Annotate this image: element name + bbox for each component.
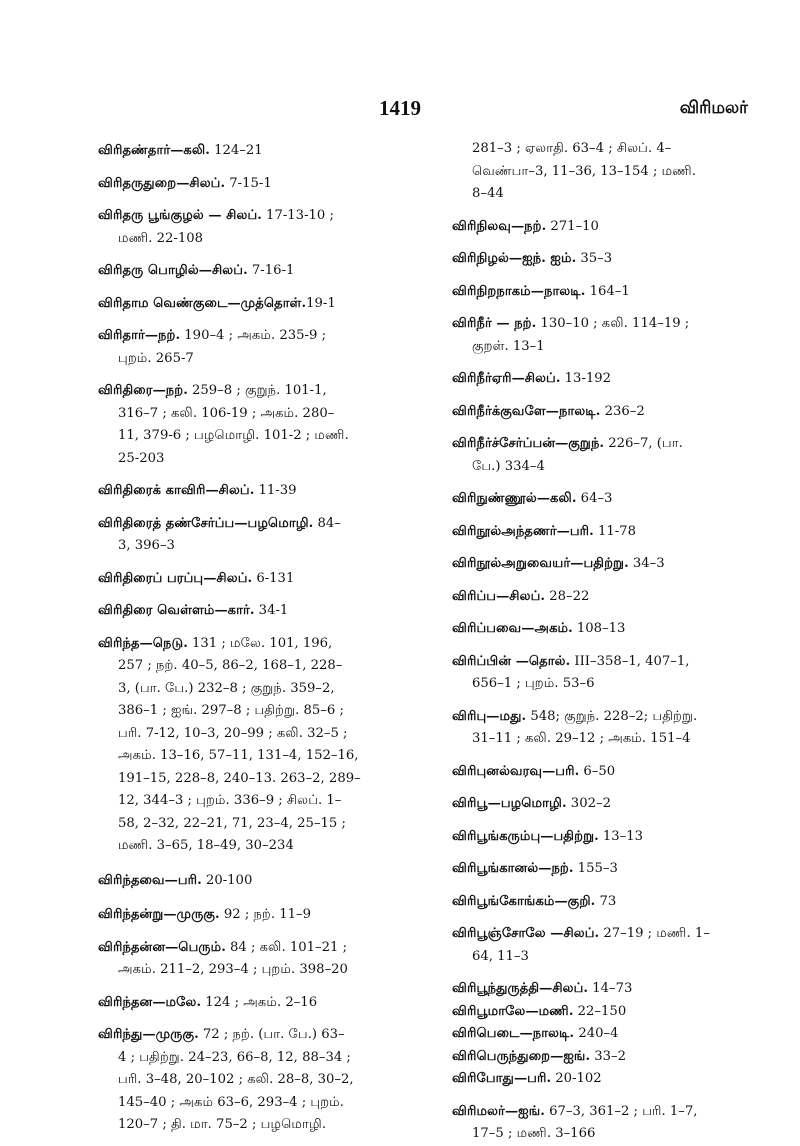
entry-continuation: புறம். 265-7 [118,350,194,366]
entry-continuation: 145–40 ; அகம் 63–6, 293–4 ; புறம். [118,1094,344,1110]
index-entry [452,1001,780,1024]
entry-continuation: 120–7 ; தி. மா. 75–2 ; பழமொழி. [118,1117,327,1132]
right-column [452,138,780,1146]
running-head: விரிமலர் [679,98,748,118]
entry-reference: 302–2 [566,796,611,811]
entry-reference: 240–4 [574,1026,619,1041]
index-entry [98,1024,428,1137]
entry-first-line [452,436,683,451]
entry-headword: விரிபூ—பழமொழி. [452,796,567,811]
entry-reference: 548; குறுந். 228–2; பதிற்று. [526,708,698,724]
entry-first-line [452,556,665,571]
index-entry [98,380,428,470]
entry-first-line [98,571,294,586]
entry-reference: 11-39 [254,483,297,498]
entry-headword: விரிநிறநாகம்—நாலடி. [452,283,586,299]
entry-continuation: 8–44 [472,186,504,201]
index-entry [452,433,780,478]
entry-reference: 33–2 [590,1048,627,1064]
entry-first-line [452,251,612,266]
entry-continuation: 191–15, 228–8, 240–13. 263–2, 289– [118,770,361,786]
index-entry [452,826,780,849]
entry-continuation: மணி. 22-108 [118,230,204,246]
entry-reference: 271–10 [546,218,599,234]
entry-headword: விரிந்தன்ன—பெரும். [98,939,226,955]
index-entry [452,706,780,751]
entry-continuation: 656–1 ; புறம். 53–6 [472,676,595,691]
entry-first-line [452,1104,697,1119]
entry-reference: 20-100 [201,872,253,888]
entry-headword: விரிதிரைத் தண்சேர்ப்ப—பழமொழி. [98,515,314,531]
entry-headword: விரிபூங்கரும்பு—பதிற்று. [452,828,599,844]
entry-headword: விரிதிரை வெள்ளம்—கார். [98,603,255,618]
entry-first-line [452,709,697,724]
entry-reference: 17-13-10 ; [261,208,334,223]
entry-reference: 22–150 [573,1003,627,1019]
entry-first-line [98,907,311,922]
entry-first-line [452,491,612,506]
entry-headword: விரிப்பவை—அகம். [452,621,573,636]
entry-first-line [98,603,288,618]
entry-continuation: பே.) 334–4 [472,458,545,474]
entry-headword: விரிநிழல்—ஐந். ஐம். [452,251,577,266]
entry-headword: விரிதருதுறை—சிலப். [98,175,226,191]
entry-reference: 67–3, 361–2 ; பரி. 1–7, [544,1103,698,1119]
entry-continuation: 316–7 ; கலி. 106-19 ; அகம். 280– [118,405,335,421]
index-entry [98,480,428,503]
entry-headword: விரிபு—மது. [452,708,527,724]
entry-headword: விரிபுனல்வரவு—பரி. [452,763,580,779]
entry-first-line [98,940,347,955]
entry-continuation: 64, 11–3 [472,948,529,964]
index-entry [452,1023,780,1046]
index-entry [452,651,780,696]
entry-headword: விரிந்தன—மலே. [98,994,202,1010]
entry-first-line [452,654,690,669]
entry-reference: 155–3 [573,861,618,876]
entry-headword: விரிநூல்அந்தணர்—பரி. [452,523,594,539]
entry-first-line [98,383,327,398]
index-entry [452,248,780,271]
index-entry [452,978,780,1001]
index-entry [98,992,428,1015]
entry-headword: விரிநீர் — நற். [452,316,537,331]
entry-headword: விரிந்தவை—பரி. [98,872,202,888]
entry-headword: விரிநூல்அறுவையர்—பதிற்று. [452,556,629,571]
entry-reference: 13–13 [598,828,644,844]
entry-continuation: 3, (பா. பே.) 232–8 ; குறுந். 359–2, [118,680,335,696]
entry-first-line [452,1071,602,1086]
entry-headword: விரிந்த—நெடு. [98,635,188,651]
index-entry [98,904,428,927]
entry-headword: விரிதண்தார்—கலி. [98,143,210,158]
entry-reference: 35–3 [576,251,613,266]
entry-first-line [452,284,630,299]
left-column [98,140,428,1137]
entry-headword: விரிந்தன்று—முருகு. [98,907,220,922]
index-entry [98,870,428,893]
index-entry [98,205,428,250]
entry-headword: விரிபூமாலே—மணி. [452,1003,574,1019]
entry-first-line [452,926,710,941]
entry-reference: 14–73 [588,981,633,996]
entry-reference: 6–50 [579,763,616,779]
entry-first-line [98,483,297,498]
index-entry [452,138,780,206]
entry-first-line [452,1026,618,1041]
entry-reference: 34-1 [254,603,289,618]
index-entry [452,858,780,881]
entry-reference: 259–8 ; குறுந். 101-1, [187,383,327,398]
entry-first-line [452,371,611,386]
index-entry [98,600,428,623]
index-entry [452,488,780,511]
entry-continuation: 3, 396–3 [118,538,175,553]
index-entry [452,1068,780,1091]
entry-reference: 64–3 [576,491,613,506]
entry-headword: விரிபோது—பரி. [452,1071,552,1086]
entry-reference: 84– [313,515,341,531]
entry-continuation: வெண்பா–3, 11–36, 13–154 ; மணி. [472,163,697,179]
entry-continuation: 31–11 ; கலி. 29–12 ; அகம். 151–4 [472,731,691,746]
entry-reference: 34–3 [628,556,665,571]
entry-continuation: 58, 2–32, 22–21, 71, 23–4, 25–15 ; [118,815,346,831]
entry-headword: விரிப்பின் —தொல். [452,653,571,669]
entry-first-line [452,219,599,234]
entry-reference: 11-78 [593,523,636,539]
entry-reference: 190–4 ; அகம். 235-9 ; [180,328,327,343]
entry-headword: விரிநீர்ச்சேர்ப்பன்—குறுந். [452,436,605,451]
entry-first-line [98,143,263,158]
entry-reference: 28–22 [545,588,590,604]
entry-headword: விரிபூஞ்சோலே —சிலப். [452,926,600,941]
index-entry [98,140,428,163]
entry-reference: 130–10 ; கலி. 114–19 ; [536,316,690,331]
index-entry [452,313,780,358]
entry-headword: விரிநீர்க்குவளே—நாலடி. [452,403,601,419]
entry-headword: விரிபூங்கோங்கம்—குறி. [452,893,596,909]
entry-continuation: 12, 344–3 ; புறம். 336–9 ; சிலப். 1– [118,793,342,808]
entry-reference: 281–3 ; ஏலாதி. 63–4 ; சிலப். 4– [472,141,672,156]
entry-first-line [452,621,625,636]
index-entry [452,401,780,424]
entry-headword: விரிநிலவு—நற். [452,218,547,234]
entry-continuation: 386–1 ; ஐங். 297–8 ; பதிற்று. 85–6 ; [118,703,344,718]
index-entry [452,923,780,968]
entry-first-line [98,328,326,343]
index-entry [98,568,428,591]
entry-first-line [98,516,341,531]
entry-continuation: அகம். 211–2, 293–4 ; புறம். 398–20 [118,962,348,977]
index-entry [452,1101,780,1146]
entry-continuation: 11, 379-6 ; பழமொழி. 101-2 ; மணி. [118,428,349,443]
entry-reference: 13-192 [560,371,612,386]
entry-first-line [452,981,632,996]
entry-headword: விரிநுண்ணூல்—கலி. [452,491,577,506]
entry-continuation: மணி. 3–65, 18–49, 30–234 [118,838,294,853]
index-entry [98,260,428,283]
entry-first-line [452,404,645,419]
entry-first-line [452,829,643,844]
index-entry [452,281,780,304]
entry-reference: 19-1 [306,295,336,311]
entry-first-line [452,796,611,811]
entry-first-line [452,894,616,909]
entry-first-line [452,764,615,779]
entry-first-line [98,1027,345,1042]
entry-reference: 236–2 [600,403,645,419]
entry-reference: 108–13 [572,621,626,636]
entry-reference: 84 ; கலி. 101–21 ; [225,939,348,955]
index-entry [98,325,428,370]
entry-first-line [98,873,252,888]
entry-headword: விரிந்து—முருகு. [98,1027,199,1042]
entry-headword: விரிபெடை—நாலடி. [452,1026,575,1041]
entry-first-line [98,208,334,223]
entry-reference: 7-16-1 [247,263,295,278]
entry-reference: 72 ; நற். (பா. பே.) 63– [198,1027,345,1042]
entry-reference: 7-15-1 [225,175,272,191]
entry-continuation: அகம். 13–16, 57–11, 131–4, 152–16, [118,748,359,763]
entry-headword: விரிதரு பூங்குழல் — சிலப். [98,208,262,223]
entry-continuation: 17–5 ; மணி. 3–166 [472,1126,596,1141]
index-entry [452,586,780,609]
entry-first-line [98,263,294,278]
entry-continuation: பரி. 7-12, 10–3, 20–99 ; கலி. 32–5 ; [118,725,348,741]
entry-headword: விரிநீர்ஏரி—சிலப். [452,371,561,386]
index-entry [98,937,428,982]
entry-first-line [452,1004,626,1019]
entry-first-line [452,1049,626,1064]
entry-headword: விரிதிரைப் பரப்பு—சிலப். [98,570,253,586]
index-entry [452,761,780,784]
index-entry [452,1046,780,1069]
entry-first-line [452,861,618,876]
entry-continuation: குறள். 13–1 [472,338,545,354]
entry-headword: விரிதிரைக் காவிரி—சிலப். [98,483,255,498]
index-entry [452,553,780,576]
entry-first-line [98,636,332,651]
page-number: 1419 [379,96,421,120]
entry-first-line [98,176,272,191]
entry-headword: விரிமலர்—ஐங். [452,1103,545,1119]
entry-reference: 164–1 [585,283,630,299]
entry-first-line [452,316,689,331]
entry-reference: 20-102 [551,1071,602,1086]
entry-reference: 124–21 [209,143,263,158]
entry-reference: 6-131 [252,570,295,586]
entry-first-line [98,995,317,1010]
entry-headword: விரிபூந்துருத்தி—சிலப். [452,981,589,996]
entry-headword: விரிபூங்கானல்—நற். [452,861,574,876]
entry-reference: 92 ; நற். 11–9 [219,907,312,922]
index-entry [98,173,428,196]
entry-continuation: 257 ; நற். 40–5, 86–2, 168–1, 228– [118,658,343,673]
index-entry [98,513,428,558]
entry-headword: விரிதார்—நற். [98,328,181,343]
entry-reference: III–358–1, 407–1, [570,653,690,669]
index-entry [452,216,780,239]
entry-first-line [452,524,636,539]
entry-continuation: 25-203 [118,450,165,466]
index-entry [452,891,780,914]
index-entry [98,633,428,858]
entry-reference: 124 ; அகம். 2–16 [201,994,318,1010]
entry-first-line [452,589,589,604]
entry-continuation: 4 ; பதிற்று. 24–23, 66–8, 12, 88–34 ; [118,1049,351,1065]
entry-reference: 226–7, (பா. [604,436,683,451]
index-entry [98,293,428,316]
entry-headword: விரிப்ப—சிலப். [452,588,545,604]
entry-reference: 131 ; மலே. 101, 196, [187,635,333,651]
entry-headword: விரிபெருந்துறை—ஐங். [452,1048,591,1064]
entry-reference: 73 [595,893,617,909]
entry-headword: விரிதரு பொழில்—சிலப். [98,263,248,278]
entry-headword: விரிதிரை—நற். [98,383,188,398]
index-entry [452,521,780,544]
index-entry [452,793,780,816]
entry-headword: விரிதாம வெண்குடை—முத்தொள். [98,295,307,311]
entry-continuation: பரி. 3–48, 20–102 ; கலி. 28–8, 30–2, [118,1072,354,1087]
index-entry [452,368,780,391]
entry-reference: 27–19 ; மணி. 1– [599,926,710,941]
entry-first-line [98,296,336,311]
index-entry [452,618,780,641]
